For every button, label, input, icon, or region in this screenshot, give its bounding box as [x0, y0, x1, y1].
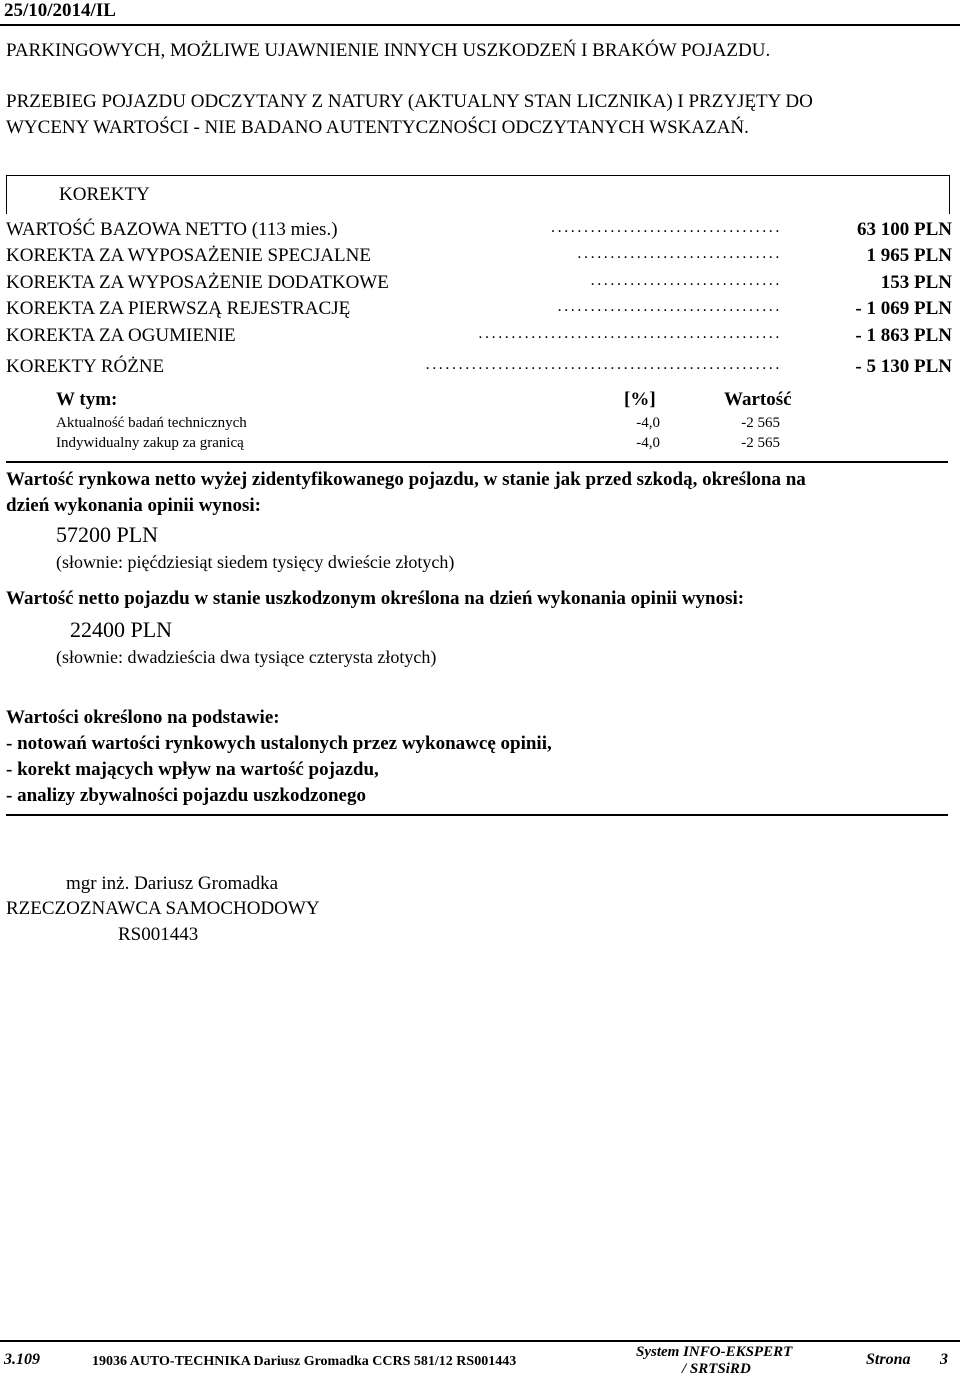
- basis-item: - korekt mających wpływ na wartość pojazdu,: [6, 759, 379, 780]
- market-value-words: (słownie: pięćdziesiąt siedem tysięcy dwieście złotych): [56, 552, 455, 572]
- row-label: KOREKTA ZA OGUMIENIE: [6, 325, 236, 346]
- intro-line-2: PRZEBIEG POJAZDU ODCZYTANY Z NATURY (AKTUALNY STAN LICZNIKA) I PRZYJĘTY DO: [6, 91, 813, 112]
- damaged-value-amount: 22400 PLN: [70, 617, 173, 642]
- row-label: KOREKTA ZA WYPOSAŻENIE DODATKOWE: [6, 272, 389, 293]
- row-value: 63 100 PLN: [857, 219, 952, 240]
- breakdown-header-label: W tym:: [56, 389, 118, 410]
- row-label: KOREKTA ZA WYPOSAŻENIE SPECJALNE: [6, 245, 371, 266]
- dot-leader: ..................................: [557, 298, 782, 315]
- row-label: KOREKTY RÓŻNE: [6, 356, 165, 377]
- dot-leader: ..............................................: [478, 325, 782, 342]
- breakdown-row-pct: -4,0: [636, 435, 660, 451]
- section-divider: [6, 461, 948, 463]
- dot-leader: ...................................: [551, 219, 782, 236]
- footer-page-label: Strona: [866, 1351, 911, 1368]
- footer-version: 3.109: [4, 1351, 40, 1368]
- damaged-value-line: Wartość netto pojazdu w stanie uszkodzonym określona na dzień wykonania opinii wynosi:: [6, 588, 745, 609]
- breakdown-row-value: -2 565: [741, 435, 780, 451]
- document-code: 25/10/2014/IL: [4, 0, 116, 21]
- market-value-amount: 57200 PLN: [56, 522, 159, 547]
- section-divider: [6, 814, 948, 816]
- breakdown-header-pct: [%]: [624, 389, 656, 410]
- row-label: KOREKTA ZA PIERWSZĄ REJESTRACJĘ: [6, 298, 351, 319]
- korekty-box: [6, 175, 950, 214]
- footer-page-number: 3: [940, 1351, 948, 1368]
- footer-divider: [0, 1340, 960, 1342]
- signature-role: RZECZOZNAWCA SAMOCHODOWY: [6, 898, 320, 919]
- korekty-title: KOREKTY: [59, 184, 150, 205]
- basis-item: - notowań wartości rynkowych ustalonych przez wykonawcę opinii,: [6, 733, 552, 754]
- footer-company: 19036 AUTO-TECHNIKA Dariusz Gromadka CCRS 581/12 RS001443: [92, 1354, 517, 1369]
- row-label: WARTOŚĆ BAZOWA NETTO (113 mies.): [6, 219, 338, 240]
- korekty-row: [6, 219, 952, 243]
- header-divider: [0, 24, 960, 26]
- breakdown-row-label: Aktualność badań technicznych: [56, 415, 247, 431]
- row-value: - 1 069 PLN: [855, 298, 952, 319]
- korekty-row: [6, 272, 952, 296]
- footer-system-sub: / SRTSiRD: [682, 1361, 751, 1377]
- breakdown-row-pct: -4,0: [636, 415, 660, 431]
- intro-line-3: WYCENY WARTOŚCI - NIE BADANO AUTENTYCZNOŚCI ODCZYTANYCH WSKAZAŃ.: [6, 117, 749, 138]
- basis-title: Wartości określono na podstawie:: [6, 707, 280, 728]
- korekty-row: [6, 356, 952, 380]
- dot-leader: ...............................: [577, 245, 782, 262]
- breakdown-row-label: Indywidualny zakup za granicą: [56, 435, 244, 451]
- korekty-row: [6, 298, 952, 322]
- footer-system: System INFO-EKSPERT: [636, 1344, 793, 1360]
- row-value: 1 965 PLN: [866, 245, 952, 266]
- dot-leader: .............................: [590, 272, 782, 289]
- row-value: - 1 863 PLN: [855, 325, 952, 346]
- row-value: - 5 130 PLN: [855, 356, 952, 377]
- dot-leader: ......................................................: [425, 356, 782, 373]
- damaged-value-words: (słownie: dwadzieścia dwa tysiące czterysta złotych): [56, 647, 437, 667]
- korekty-row: [6, 245, 952, 269]
- row-value: 153 PLN: [880, 272, 952, 293]
- market-value-line-1: Wartość rynkowa netto wyżej zidentyfikowanego pojazdu, w stanie jak przed szkodą, określona na: [6, 469, 806, 490]
- intro-line-1: PARKINGOWYCH, MOŻLIWE UJAWNIENIE INNYCH USZKODZEŃ I BRAKÓW POJAZDU.: [6, 40, 771, 61]
- signature-id: RS001443: [118, 924, 199, 945]
- signature-name: mgr inż. Dariusz Gromadka: [66, 873, 279, 894]
- breakdown-row-value: -2 565: [741, 415, 780, 431]
- breakdown-header-value: Wartość: [724, 389, 792, 410]
- market-value-line-2: dzień wykonania opinii wynosi:: [6, 495, 261, 516]
- korekty-row: [6, 325, 952, 349]
- basis-item: - analizy zbywalności pojazdu uszkodzonego: [6, 785, 366, 806]
